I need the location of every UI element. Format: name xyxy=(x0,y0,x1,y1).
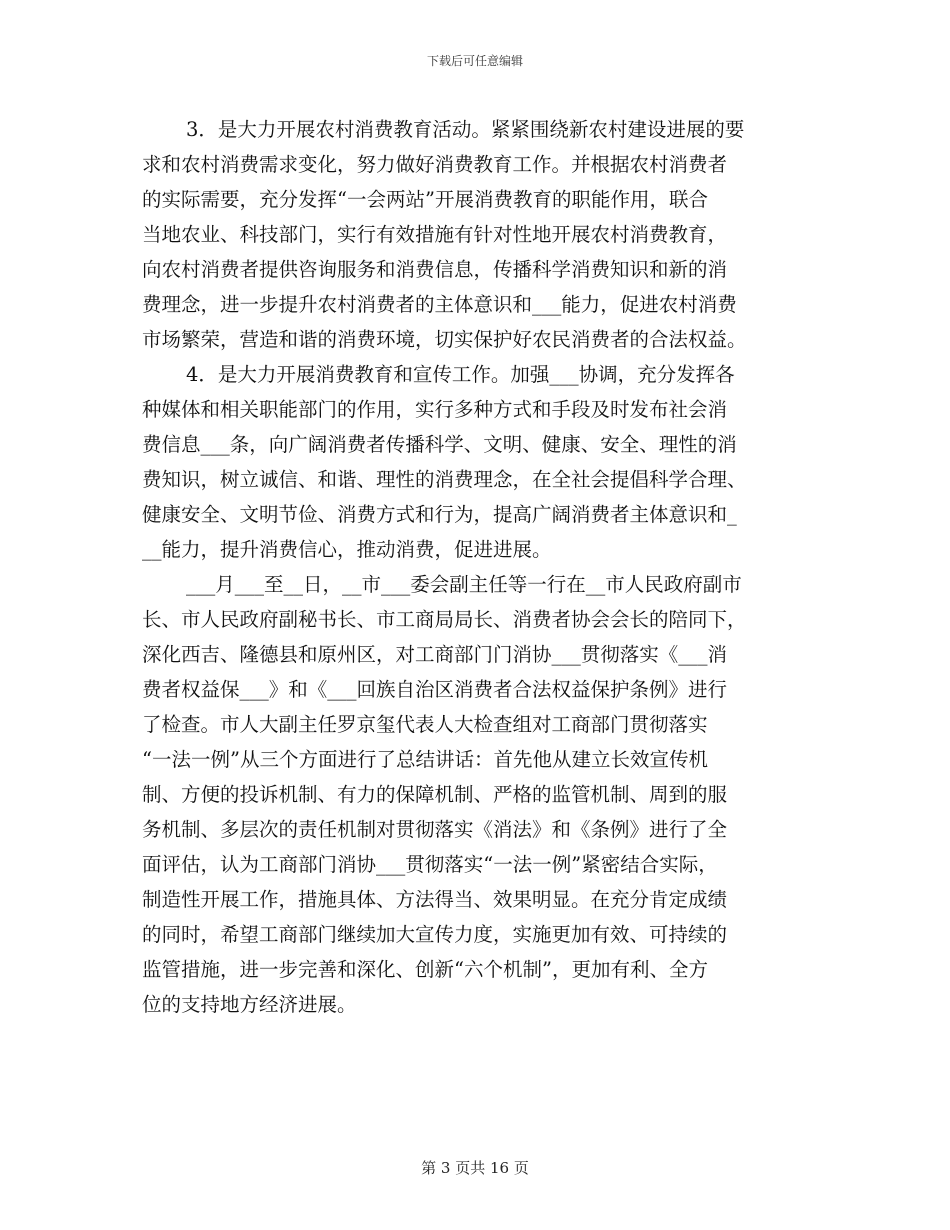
page-header: 下载后可任意编辑 xyxy=(426,54,523,68)
text-line: 费信息___条，向广阔消费者传播科学、文明、健康、安全、理性的消 xyxy=(142,433,737,456)
text-line: 的同时，希望工商部门继续加大宣传力度，实施更加有效、可持续的 xyxy=(142,923,728,946)
text-line: 种媒体和相关职能部门的作用，实行多种方式和手段及时发布社会消 xyxy=(142,398,728,421)
text-line: 市场繁荣，营造和谐的消费环境，切实保护好农民消费者的合法权益。 xyxy=(142,328,747,351)
text-line: 务机制、多层次的责任机制对贯彻落实《消法》和《条例》进行了全 xyxy=(142,818,728,841)
text-line: __能力，提升消费信心，推动消费，促进进展。 xyxy=(142,538,552,561)
text-line: 了检查。市人大副主任罗京玺代表人大检查组对工商部门贯彻落实 xyxy=(142,713,708,736)
text-line: 面评估，认为工商部门消协___贯彻落实“一法一例”紧密结合实际， xyxy=(142,853,718,876)
text-line: 费者权益保___》和《___回族自治区消费者合法权益保护条例》进行 xyxy=(142,678,728,701)
text-line: 费理念，进一步提升农村消费者的主体意识和___能力，促进农村消费 xyxy=(142,293,737,316)
text-line: 费知识，树立诚信、和谐、理性的消费理念，在全社会提倡科学合理、 xyxy=(142,468,747,491)
text-line: “一法一例”从三个方面进行了总结讲话：首先他从建立长效宣传机 xyxy=(142,748,708,771)
text-line: 向农村消费者提供咨询服务和消费信息，传播科学消费知识和新的消 xyxy=(142,258,728,281)
text-line: 制、方便的投诉机制、有力的保障机制、严格的监管机制、周到的服 xyxy=(142,783,728,806)
text-line: 位的支持地方经济进展。 xyxy=(142,993,357,1016)
text-line: 当地农业、科技部门，实行有效措施有针对性地开展农村消费教育， xyxy=(142,223,728,246)
text-line: 深化西吉、隆德县和原州区，对工商部门门消协___贯彻落实《___消 xyxy=(142,643,728,666)
text-line: 健康安全、文明节俭、消费方式和行为，提高广阔消费者主体意识和_ xyxy=(142,503,737,526)
text-line: 长、市人民政府副秘书长、市工商局局长、消费者协会会长的陪同下， xyxy=(142,608,747,631)
text-line: ___月___至__日，__市___委会副主任等一行在__市人民政府副市 xyxy=(186,573,742,596)
text-line: 监管措施，进一步完善和深化、创新“六个机制”，更加有利、全方 xyxy=(142,958,708,981)
text-line: 4．是大力开展消费教育和宣传工作。加强___协调，充分发挥各 xyxy=(186,363,735,386)
text-line: 3．是大力开展农村消费教育活动。紧紧围绕新农村建设进展的要 xyxy=(186,118,745,141)
text-line: 的实际需要，充分发挥“一会两站”开展消费教育的职能作用，联合 xyxy=(142,188,708,211)
text-line: 制造性开展工作，措施具体、方法得当、效果明显。在充分肯定成绩 xyxy=(142,888,728,911)
text-line: 求和农村消费需求变化，努力做好消费教育工作。并根据农村消费者 xyxy=(142,153,728,176)
page-footer: 第 3 页共 16 页 xyxy=(421,1159,529,1177)
document-body xyxy=(142,112,808,1022)
